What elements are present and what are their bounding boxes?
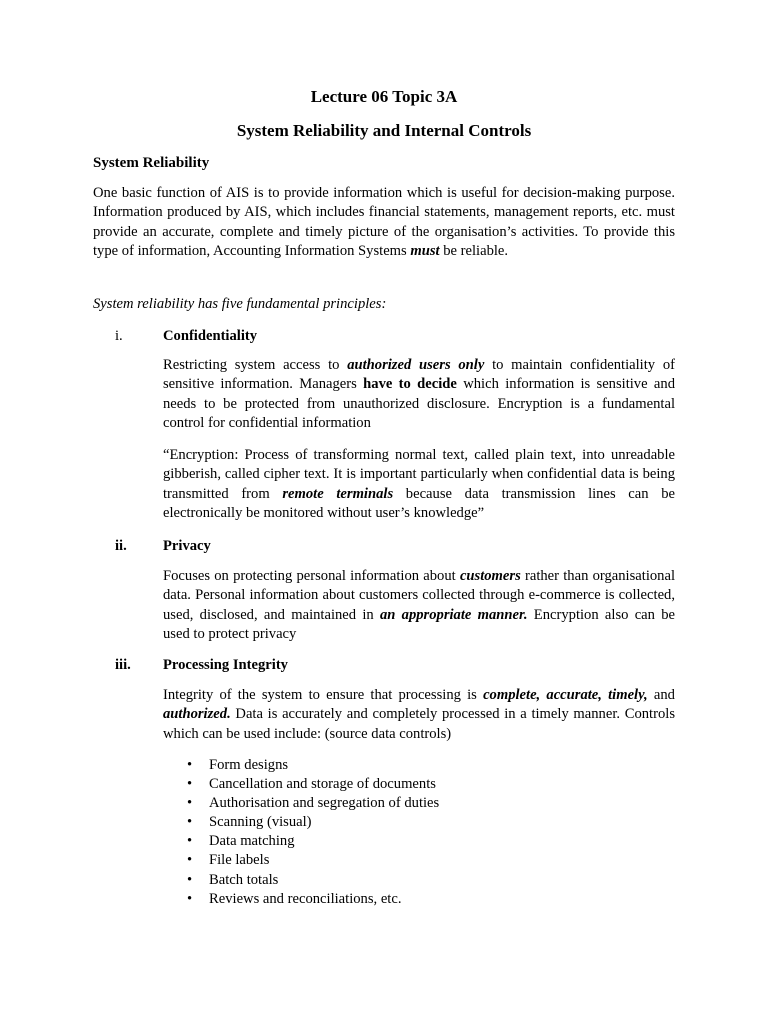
bullet-icon: • [187,814,193,831]
list-item: • Data matching [163,832,439,851]
p3-text-a: Integrity of the system to ensure that processing is [163,687,484,703]
p3-emphasis-b: complete, accurate, timely, [483,687,648,703]
list-item: • Form designs [163,756,439,775]
p2-text-e: Encryption also can be used to protect privacy [163,606,675,643]
p1-emphasis-d: have to decide [363,376,457,393]
list-item: • Reviews and reconciliations, etc. [163,890,439,909]
bullet-icon: • [187,795,193,812]
list-item: • File labels [163,851,439,870]
principle-3-paragraph [163,686,675,744]
p1-text-a: Restricting system access to [163,357,348,373]
enc-text-c: because data transmission lines can be electronically be monitored without user’s knowledge” [163,485,675,522]
principle-1-heading: Confidentiality [163,328,258,344]
principle-2-paragraph [163,567,675,645]
lecture-title: Lecture 06 Topic 3A [310,87,458,106]
p1-text-e: which information is sensitive and needs to be protected from unauthorized disclosure. Encryption is a fundamental control for confidential information [163,376,675,432]
list-item: • Scanning (visual) [163,813,439,832]
document-subtitle: System Reliability and Internal Controls [236,121,532,140]
intro-text-2: be reliable. [439,243,509,260]
bullet-icon: • [187,852,193,869]
principle-2-heading: Privacy [163,538,211,554]
list-item: • Batch totals [163,871,439,890]
source-data-controls-list [163,756,439,909]
enc-emphasis-b: remote terminals [282,485,394,502]
principle-3-numeral: iii. [115,657,131,673]
intro-emphasis: must [410,243,440,260]
list-item: • Cancellation and storage of documents [163,775,439,794]
bullet-icon: • [187,776,193,793]
p3-text-e: Data is accurately and completely processed in a timely manner. Controls which can be used include: (source data controls) [163,706,675,742]
bullet-icon: • [187,757,193,773]
intro-text-1: One basic function of AIS is to provide information which is useful for decision-making purpose. Information produced by AIS, which includes financial statements, management reports, etc. must provide an accurate, complete and timely picture of the organisation’s activities. To provide this type of information, Accounting Information Systems [93,185,675,260]
p3-emphasis-d: authorized. [163,706,231,723]
bullet-icon: • [187,833,193,850]
section-heading: System Reliability [93,155,210,171]
p3-text-c: and [647,687,675,703]
p2-emphasis-d: an appropriate manner. [379,606,528,623]
p2-text-a: Focuses on protecting personal information about [163,568,460,584]
principle-2-numeral: ii. [115,538,127,554]
principle-1-paragraph [163,356,675,434]
p1-emphasis-b: authorized users only [347,357,485,373]
p2-emphasis-b: customers [459,568,521,584]
bullet-icon: • [187,890,193,907]
enc-text-a: “Encryption: Process of transforming normal text, called plain text, into unreadable gibberish, called cipher text. It is important particularly when confidential data is being transmitted from [163,447,675,502]
encryption-definition [163,446,675,524]
intro-paragraph [93,184,675,262]
list-item: • Authorisation and segregation of duties [163,794,439,813]
bullet-icon: • [187,871,193,888]
principles-lead-in: System reliability has five fundamental principles: [93,296,387,312]
p2-text-c: rather than organisational data. Personal information about customers collected through e-commerce is collected, used, disclosed, and maintained in [163,568,676,623]
principle-3-heading: Processing Integrity [163,657,288,673]
principle-1-numeral: i. [115,328,123,344]
p1-text-c: to maintain confidentiality of sensitive information. Managers [163,357,675,393]
